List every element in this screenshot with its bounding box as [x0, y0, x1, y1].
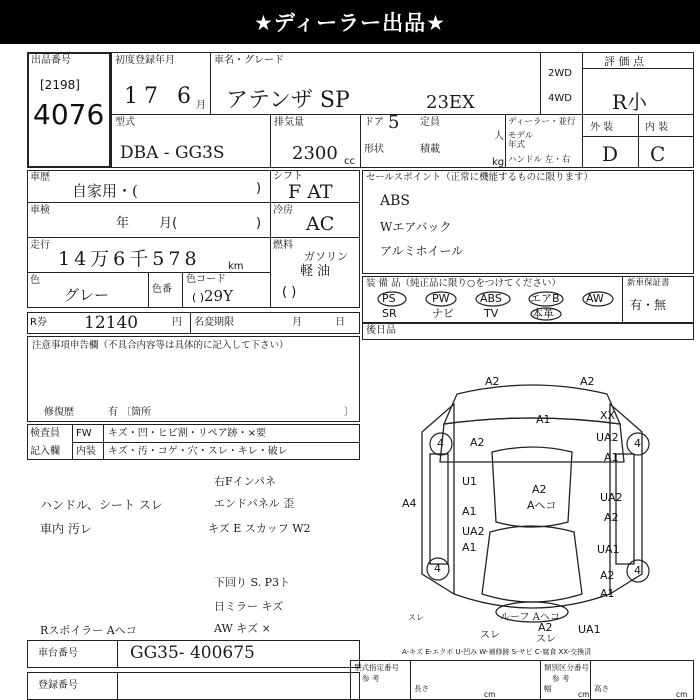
exterior-label: 外 装 — [590, 122, 614, 133]
fuel-type: 軽 油 — [300, 264, 331, 279]
note-7: 日ミラー キズ — [214, 600, 284, 613]
category-label: 類別区分番号 — [544, 663, 589, 672]
fuel-label: 燃料 — [273, 240, 293, 251]
equip-pw: PW — [432, 292, 450, 305]
recycle-value: 12140 — [84, 313, 139, 333]
color-code-label: 色コード — [186, 274, 226, 285]
dmg-a1-4: A1 — [462, 541, 477, 554]
warranty-label: 新車保証書 — [627, 278, 670, 288]
doors-value: 5 — [388, 112, 400, 133]
spec-row — [350, 660, 694, 700]
dmg-ua2-1: UA2 — [596, 431, 619, 444]
ref-label-1: 参 考 — [362, 674, 380, 683]
equip-navi: ナビ — [432, 307, 454, 320]
note-3: 右Fインパネ — [214, 475, 276, 488]
equip-abs: ABS — [480, 292, 502, 305]
dmg-a1-1: A1 — [536, 413, 551, 426]
width-label: 幅 — [544, 684, 552, 693]
name-change-label: 名変期限 — [194, 317, 234, 328]
color-code-value: 29Y — [204, 287, 233, 305]
interior-label: 内 装 — [645, 122, 669, 133]
notes-label: 注意事項申告欄（不具合内容等は具体的に記入して下さい） — [32, 340, 289, 351]
ref-label-2: 参 考 — [552, 674, 570, 683]
first-reg-label: 初度登録年月 — [115, 55, 175, 66]
warranty-value: 有・無 — [630, 298, 667, 312]
note-8: Rスポイラー Aヘコ — [40, 624, 137, 637]
drive-4wd: 4WD — [548, 93, 572, 104]
dmg-u1: U1 — [462, 475, 478, 488]
color-no-label: 色番 — [152, 284, 172, 295]
inspector-row2-text: キズ・汚・コゲ・穴・スレ・キレ・破レ — [108, 446, 288, 457]
name-label: 車名・グレード — [214, 55, 284, 66]
tire-circles — [420, 425, 670, 585]
equipment-label: 装 備 品（純正品に限り○をつけてください） — [366, 278, 561, 289]
displacement-label: 排気量 — [274, 117, 304, 128]
equip-tv: TV — [484, 307, 499, 320]
inspection-value: 年 月( — [116, 216, 178, 231]
import-label: ディーラー・並行 — [508, 117, 576, 127]
model-year-label: モデル年式 — [508, 131, 534, 150]
dmg-a2-2: A2 — [580, 375, 595, 388]
tire-3: 4 — [434, 562, 441, 575]
lot-label: 出品番号 — [31, 55, 71, 66]
dmg-a2-4: A2 — [604, 511, 619, 524]
note-5: キズ E スカッフ W2 — [208, 522, 311, 535]
usage-value: 自家用・( — [72, 182, 138, 200]
registration-label: 登録番号 — [38, 680, 78, 691]
fuel-value: ガソリン — [304, 250, 348, 263]
cm-unit-3: cm — [676, 690, 688, 699]
note-6: 下回り S. P3ト — [214, 576, 291, 589]
exterior-score: D — [602, 142, 619, 166]
dmg-a1-5: A1 — [600, 587, 615, 600]
grade-score: R小 — [612, 90, 648, 114]
dmg-xx: XX — [600, 409, 616, 422]
doors-label: ドア — [364, 117, 384, 128]
type-designation-label: 型式指定番号 — [354, 663, 399, 672]
mileage-unit: km — [228, 261, 244, 272]
dmg-a2-roof: A2 — [532, 483, 547, 496]
height-label: 高さ — [594, 684, 609, 693]
equipment-circles — [362, 276, 694, 324]
dmg-ua2-2: UA2 — [600, 491, 623, 504]
dmg-a2-5: A2 — [600, 569, 615, 582]
inspection-label: 車検 — [30, 205, 50, 216]
load-label: 積載 — [420, 144, 440, 155]
scuff-1: スレ — [480, 630, 500, 641]
banner-title: ★ディーラー出品★ — [0, 0, 700, 44]
sales-points-label: セールスポイント（正常に機能するものに限ります） — [366, 172, 594, 183]
fuel-paren: ( ) — [282, 285, 297, 300]
capacity-unit: 人 — [494, 131, 504, 142]
color-label: 色 — [30, 275, 40, 286]
sales-point-2: Wエアバック — [380, 220, 452, 234]
inspector-label-2: 記入欄 — [30, 446, 60, 457]
tire-4: 4 — [634, 564, 641, 577]
length-label: 長さ — [414, 684, 429, 693]
note-10: ルーフ Aヘコ — [500, 612, 560, 623]
shift-label: シフト — [273, 171, 303, 182]
lot-number: 4076 — [33, 98, 105, 131]
lot-code: [2198] — [40, 78, 80, 92]
inspector-row1-tag: FW — [76, 428, 92, 439]
inspector-row1-text: キズ・凹・ヒビ割・リペア跡・×要 — [108, 428, 266, 439]
cm-unit-1: cm — [484, 690, 496, 699]
recycle-unit: 円 — [172, 317, 182, 328]
displacement-value: 2300 — [292, 143, 338, 164]
dmg-roof-dent: Aヘコ — [527, 499, 557, 512]
mileage-value: 14万6千578 — [58, 248, 201, 270]
aircon-value: AC — [306, 213, 335, 235]
note-2: 車内 汚レ — [40, 522, 92, 536]
car-grade: 23EX — [426, 92, 475, 113]
aircon-label: 冷房 — [273, 205, 293, 216]
name-change-value: 月 日 — [292, 317, 346, 328]
usage-label: 車歴 — [30, 172, 50, 183]
note-1: ハンドル、シート スレ — [40, 498, 163, 512]
sales-point-1: ABS — [380, 193, 410, 209]
shift-value: F AT — [288, 181, 333, 203]
damage-legend: A-キズ E-エクボ U-凹み W-補修跡 S-サビ C-腐食 XX-交換済 — [402, 648, 592, 656]
equip-ps: PS — [382, 292, 396, 305]
dmg-a2-6: A2 — [538, 621, 553, 634]
interior-score: C — [650, 142, 666, 166]
cc-unit: cc — [344, 156, 355, 167]
scuff-2: スレ — [536, 634, 556, 645]
note-9: AW キズ × — [214, 622, 271, 635]
repair-value: 有 〔箇所 — [108, 407, 152, 418]
chassis-label: 車台番号 — [38, 648, 78, 659]
inspector-label-1: 検査員 — [30, 428, 60, 439]
model-value: DBA - GG3S — [120, 143, 225, 163]
inspector-row2-tag: 内装 — [76, 446, 96, 457]
repair-label: 修復歴 — [44, 407, 74, 418]
after-label: 後日品 — [366, 325, 396, 336]
dmg-a1-3: A1 — [462, 505, 477, 518]
load-unit: kg — [492, 157, 505, 168]
recycle-label: R券 — [30, 317, 47, 328]
first-reg-unit: 月 — [196, 100, 206, 111]
equip-airbag: エアB — [530, 292, 560, 305]
color-value: グレー — [64, 286, 110, 304]
color-code-paren: ( ) — [192, 291, 205, 304]
handle-label: ハンドル 左・右 — [508, 155, 571, 165]
note-4: エンドパネル 歪 — [214, 497, 295, 510]
mileage-label: 走行 — [30, 240, 50, 251]
chassis-value: GG35- 400675 — [130, 643, 255, 663]
scuff-3: スレ — [408, 613, 424, 622]
inspection-close: ) — [256, 216, 262, 231]
shape-label: 形状 — [364, 144, 384, 155]
dmg-a2-1: A2 — [485, 375, 500, 388]
repair-close: 〕 — [344, 407, 354, 418]
drive-2wd: 2WD — [548, 68, 572, 79]
first-reg-value: 17 6 — [124, 84, 197, 109]
usage-close: ) — [256, 181, 262, 196]
dmg-ua2-3: UA2 — [462, 525, 485, 538]
tire-1: 4 — [437, 437, 444, 450]
capacity-label: 定員 — [420, 117, 440, 128]
sales-point-3: アルミホイール — [380, 244, 464, 258]
dmg-ua1-2: UA1 — [578, 623, 601, 636]
equip-aw: AW — [586, 292, 604, 305]
dmg-a1-2: A1 — [604, 451, 619, 464]
after-items-frame — [362, 322, 694, 340]
equip-sr: SR — [382, 307, 397, 320]
equip-leather: 本革 — [532, 307, 554, 320]
tire-2: 4 — [634, 437, 641, 450]
model-label: 型式 — [115, 117, 135, 128]
grade-score-label: 評 価 点 — [604, 55, 644, 68]
car-name: アテンザ SP — [226, 88, 350, 113]
dmg-a4: A4 — [402, 497, 417, 510]
dmg-ua1-1: UA1 — [597, 543, 620, 556]
cm-unit-2: cm — [578, 690, 590, 699]
dmg-a2-3: A2 — [470, 436, 485, 449]
